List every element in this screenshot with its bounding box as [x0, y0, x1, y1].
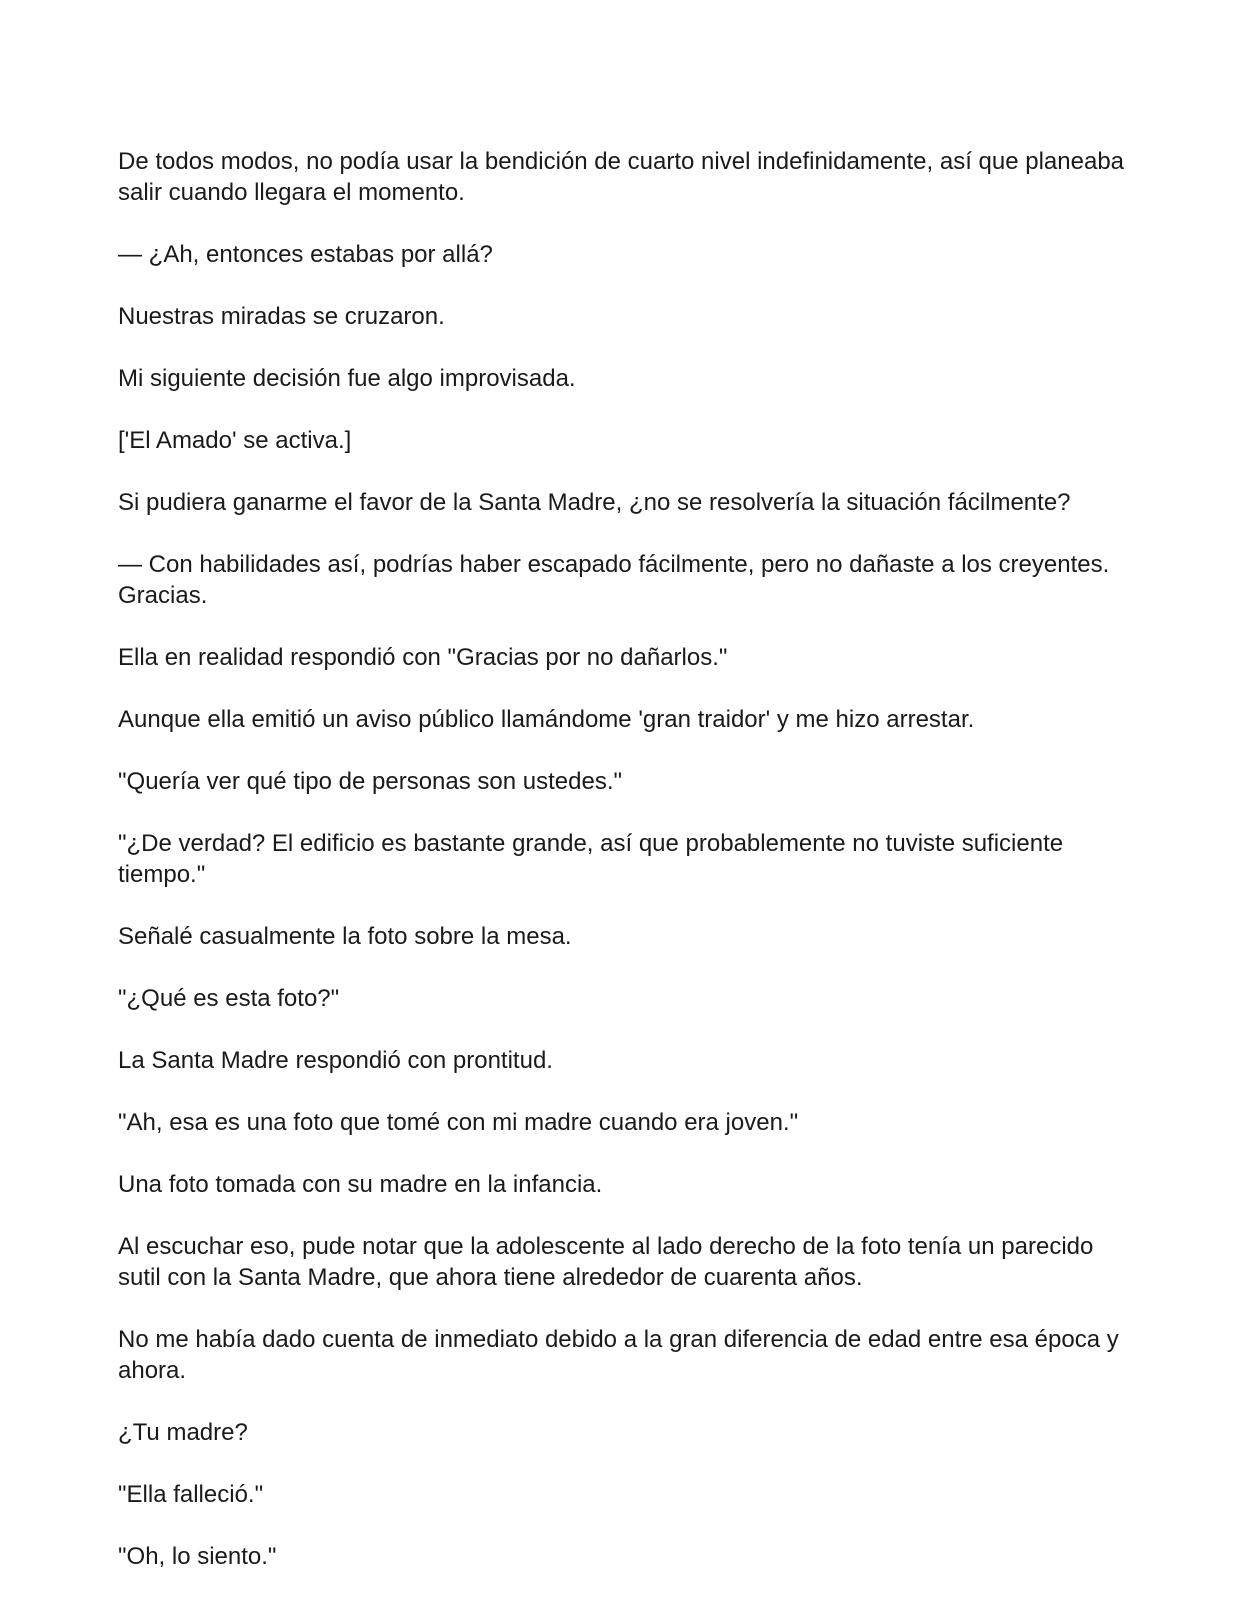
- paragraph: "Quería ver qué tipo de personas son ustedes.": [118, 768, 623, 795]
- paragraph: — Con habilidades así, podrías haber escapado fácilmente, pero no dañaste a los creyentes. Gracias.: [118, 551, 1110, 609]
- text-body: [118, 146, 1128, 1603]
- paragraph: Ella en realidad respondió con "Gracias por no dañarlos.": [118, 644, 728, 671]
- paragraph: ¿Tu madre?: [118, 1419, 248, 1446]
- paragraph: Al escuchar eso, pude notar que la adolescente al lado derecho de la foto tenía un parecido sutil con la Santa Madre, que ahora tiene alrededor de cuarenta años.: [118, 1233, 1094, 1291]
- paragraph: "¿Qué es esta foto?": [118, 985, 340, 1012]
- paragraph: "Ah, esa es una foto que tomé con mi madre cuando era joven.": [118, 1109, 799, 1136]
- paragraph: — ¿Ah, entonces estabas por allá?: [118, 241, 493, 268]
- paragraph: "¿De verdad? El edificio es bastante grande, así que probablemente no tuviste suficiente tiempo.": [118, 830, 1064, 888]
- paragraph: Señalé casualmente la foto sobre la mesa.: [118, 923, 572, 950]
- paragraph: No me había dado cuenta de inmediato debido a la gran diferencia de edad entre esa época y ahora.: [118, 1326, 1119, 1384]
- paragraph: ['El Amado' se activa.]: [118, 427, 352, 454]
- paragraph: La Santa Madre respondió con prontitud.: [118, 1047, 553, 1074]
- paragraph: Mi siguiente decisión fue algo improvisada.: [118, 365, 576, 392]
- paragraph: Si pudiera ganarme el favor de la Santa Madre, ¿no se resolvería la situación fácilmente?: [118, 489, 1071, 516]
- paragraph: Una foto tomada con su madre en la infancia.: [118, 1171, 603, 1198]
- paragraph: "Ella falleció.": [118, 1481, 264, 1508]
- paragraph: "Oh, lo siento.": [118, 1543, 277, 1570]
- paragraph: De todos modos, no podía usar la bendición de cuarto nivel indefinidamente, así que planeaba salir cuando llegara el momento.: [118, 148, 1125, 206]
- paragraph: Nuestras miradas se cruzaron.: [118, 303, 445, 330]
- paragraph: Aunque ella emitió un aviso público llamándome 'gran traidor' y me hizo arrestar.: [118, 706, 975, 733]
